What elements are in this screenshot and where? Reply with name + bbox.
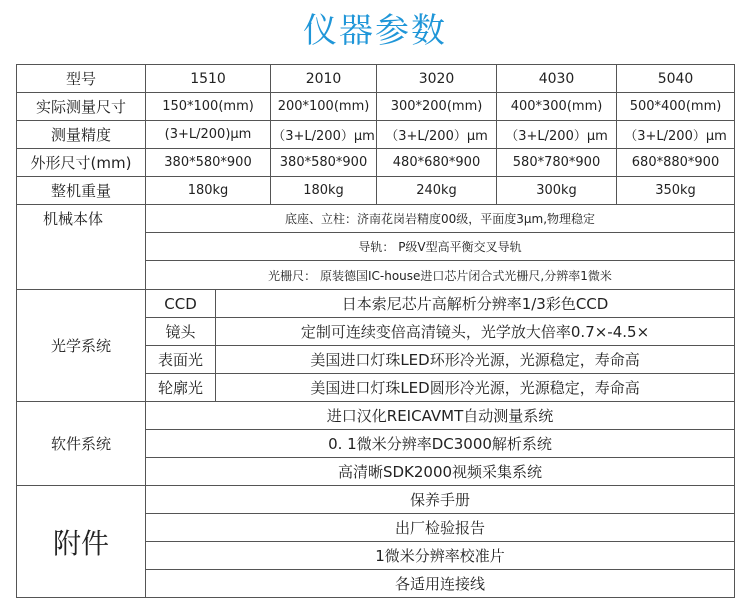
- table-cell: 580*780*900: [497, 149, 617, 177]
- table-cell: （3+L/200）μm: [617, 121, 735, 149]
- mechanical-spacer: [17, 233, 146, 261]
- table-cell: 300*200(mm): [377, 93, 497, 121]
- software-label: 软件系统: [17, 402, 146, 486]
- page-title: 仪器参数: [303, 11, 447, 51]
- table-row: [17, 149, 735, 177]
- table-row: [17, 121, 735, 149]
- table-cell: （3+L/200）μm: [271, 121, 377, 149]
- row-label: 测量精度: [17, 121, 146, 149]
- table-cell: (3+L/200)μm: [146, 121, 271, 149]
- table-row: [17, 261, 735, 290]
- row-label: 实际测量尺寸: [17, 93, 146, 121]
- accessory-item: 出厂检验报告: [146, 514, 735, 542]
- table-row: [17, 205, 735, 233]
- table-row: [17, 93, 735, 121]
- mechanical-item: 光栅尺： 原装德国IC-house进口芯片闭合式光栅尺,分辨率1微米: [146, 261, 735, 290]
- model-header-cell: 4030: [497, 65, 617, 93]
- table-cell: 200*100(mm): [271, 93, 377, 121]
- optical-item-name: CCD: [146, 290, 216, 318]
- model-header-cell: 2010: [271, 65, 377, 93]
- model-header-cell: 3020: [377, 65, 497, 93]
- accessories-label: 附件: [17, 486, 146, 598]
- table-cell: 380*580*900: [146, 149, 271, 177]
- table-cell: 350kg: [617, 177, 735, 205]
- accessory-item: 各适用连接线: [146, 570, 735, 598]
- table-cell: 300kg: [497, 177, 617, 205]
- table-cell: 480*680*900: [377, 149, 497, 177]
- software-item: 进口汉化REICAVMT自动测量系统: [146, 402, 735, 430]
- model-header-cell: 1510: [146, 65, 271, 93]
- software-item: 高清晰SDK2000视频采集系统: [146, 458, 735, 486]
- software-item: 0. 1微米分辨率DC3000解析系统: [146, 430, 735, 458]
- accessory-item: 保养手册: [146, 486, 735, 514]
- mechanical-spacer: [17, 261, 146, 290]
- optical-item-name: 表面光: [146, 346, 216, 374]
- table-row: [17, 486, 735, 514]
- optical-item-value: 美国进口灯珠LED圆形冷光源，光源稳定，寿命高: [216, 374, 735, 402]
- model-header-cell: 5040: [617, 65, 735, 93]
- table-row: [17, 290, 735, 318]
- spec-table: [16, 64, 735, 598]
- table-row: [17, 402, 735, 430]
- table-cell: （3+L/200）μm: [497, 121, 617, 149]
- table-cell: 240kg: [377, 177, 497, 205]
- optical-item-value: 日本索尼芯片高解析分辨率1/3彩色CCD: [216, 290, 735, 318]
- mechanical-label: 机械本体: [17, 205, 146, 233]
- table-row: [17, 65, 735, 93]
- mechanical-item: 底座、立柱：济南花岗岩精度00级，平面度3μm,物理稳定: [146, 205, 735, 233]
- row-label: 外形尺寸(mm): [17, 149, 146, 177]
- table-cell: 400*300(mm): [497, 93, 617, 121]
- row-label: 整机重量: [17, 177, 146, 205]
- optical-item-name: 镜头: [146, 318, 216, 346]
- table-cell: 380*580*900: [271, 149, 377, 177]
- optical-item-name: 轮廓光: [146, 374, 216, 402]
- table-row: [17, 177, 735, 205]
- mechanical-item: 导轨： P级V型高平衡交叉导轨: [146, 233, 735, 261]
- table-row: [17, 233, 735, 261]
- table-cell: 150*100(mm): [146, 93, 271, 121]
- optical-item-value: 定制可连续变倍高清镜头，光学放大倍率0.7×-4.5×: [216, 318, 735, 346]
- optical-item-value: 美国进口灯珠LED环形冷光源，光源稳定，寿命高: [216, 346, 735, 374]
- table-cell: 180kg: [146, 177, 271, 205]
- accessory-item: 1微米分辨率校准片: [146, 542, 735, 570]
- optical-label: 光学系统: [17, 290, 146, 402]
- table-cell: （3+L/200）μm: [377, 121, 497, 149]
- model-header-label: 型号: [17, 65, 146, 93]
- table-cell: 180kg: [271, 177, 377, 205]
- table-cell: 680*880*900: [617, 149, 735, 177]
- table-cell: 500*400(mm): [617, 93, 735, 121]
